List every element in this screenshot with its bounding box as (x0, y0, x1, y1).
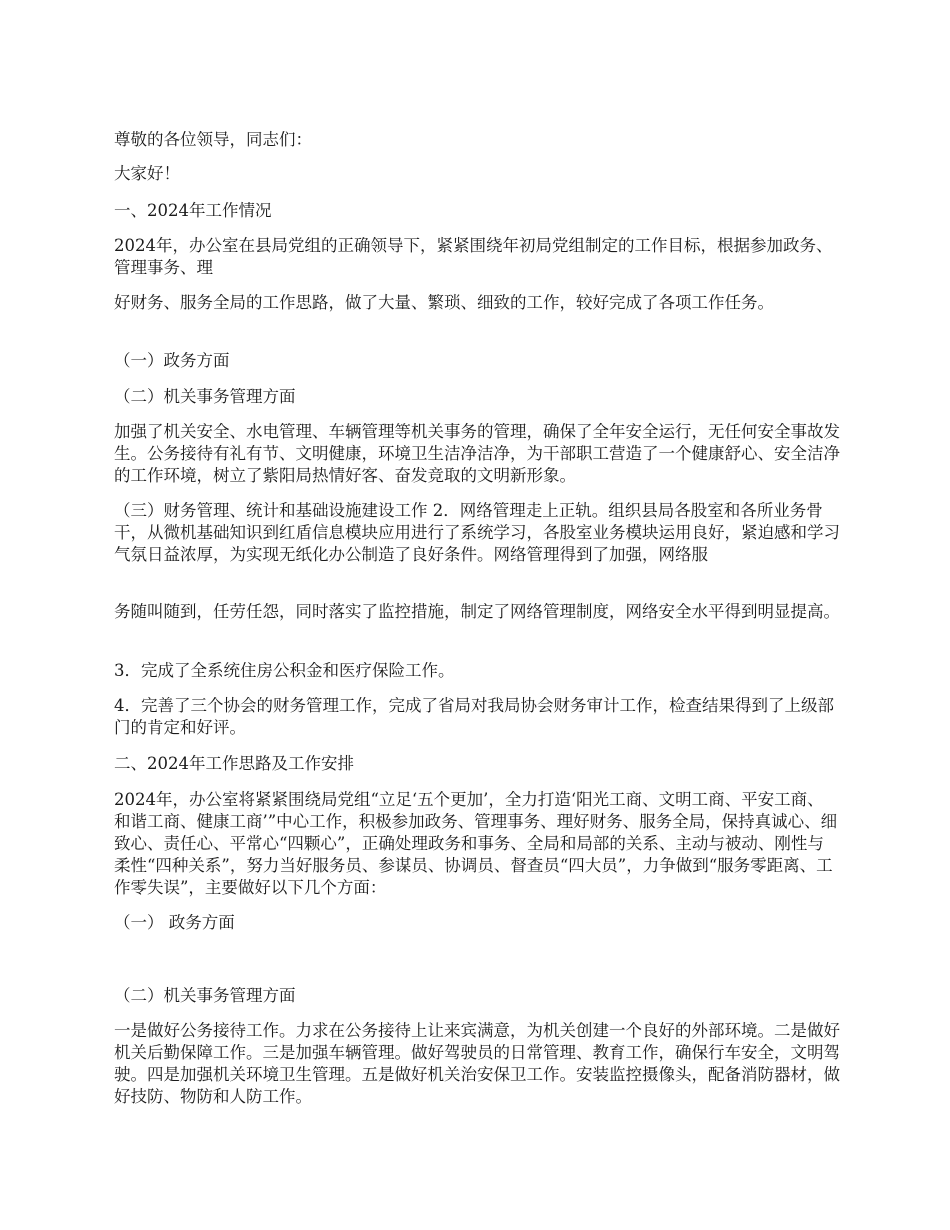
paragraph-finance-network: （三）财务管理、统计和基础设施建设工作 2．网络管理走上正轨。组织县局各股室和各所业务骨干，从微机基础知识到红盾信息模块应用进行了系统学习，各股室业务模块运用良好，紧迫感和学习气氛日益浓厚，为实现无纸化办公制造了良好条件。网络管理得到了加强，网络服 (114, 501, 840, 564)
paragraph-network-continued: 务随叫随到，任劳任怨，同时落实了监控措施，制定了网络管理制度，网络安全水平得到明显提高。 (114, 602, 840, 621)
subheading-affairs: （二）机关事务管理方面 (114, 387, 296, 406)
greeting: 大家好！ (114, 164, 180, 183)
item-4: 4．完善了三个协会的财务管理工作，完成了省局对我局协会财务审计工作，检查结果得到了上级部门的肯定和好评。 (114, 696, 834, 737)
section-heading-1: 一、2024年工作情况 (114, 201, 272, 220)
item-3: 3．完成了全系统住房公积金和医疗保险工作。 (114, 661, 455, 680)
paragraph-affairs: 加强了机关安全、水电管理、车辆管理等机关事务的管理，确保了全年安全运行，无任何安全事故发生。公务接待有礼有节、文明健康，环境卫生洁净洁净，为干部职工营造了一个健康舒心、安全洁净的工作环境，树立了紫阳局热情好客、奋发竞取的文明新形象。 (114, 422, 840, 485)
paragraph-intro-continued: 好财务、服务全局的工作思路，做了大量、繁琐、细致的工作，较好完成了各项工作任务。 (114, 293, 774, 312)
subheading-politics: （一）政务方面 (114, 351, 230, 370)
subheading-affairs-2: （二）机关事务管理方面 (114, 986, 296, 1005)
subheading-politics-2: （一） 政务方面 (114, 913, 235, 932)
salutation: 尊敬的各位领导，同志们： (114, 130, 312, 149)
section-heading-2: 二、2024年工作思路及工作安排 (114, 754, 354, 773)
paragraph-plan: 2024年，办公室将紧紧围绕局党组“立足‘五个更加’，全力打造‘阳光工商、文明工商、平安工商、和谐工商、健康工商’”中心工作，积极参加政务、管理事务、理好财务、服务全局，保持真诚心、细致心、责任心、平常心“四颗心”，正确处理政务和事务、全局和局部的关系、主动与被动、刚性与柔性“四种关系”，努力当好服务员、参谋员、协调员、督查员“四大员”，力争做到“服务零距离、工作零失误”，主要做好以下几个方面： (114, 790, 838, 897)
paragraph-intro: 2024年，办公室在县局党组的正确领导下，紧紧围绕年初局党组制定的工作目标，根据参加政务、管理事务、理 (114, 236, 833, 277)
paragraph-affairs-plan: 一是做好公务接待工作。力求在公务接待上让来宾满意，为机关创建一个良好的外部环境。二是做好机关后勤保障工作。三是加强车辆管理。做好驾驶员的日常管理、教育工作，确保行车安全，文明驾驶。四是加强机关环境卫生管理。五是做好机关治安保卫工作。安装监控摄像头，配备消防器材，做好技防、物防和人防工作。 (114, 1021, 840, 1106)
